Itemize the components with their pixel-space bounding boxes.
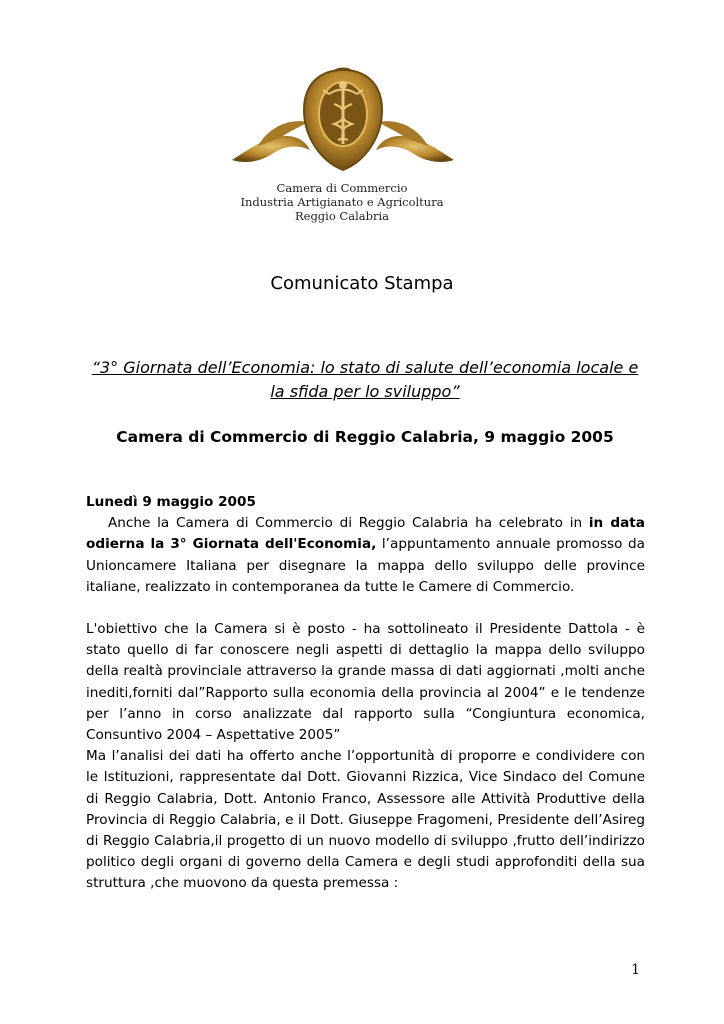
paragraph-2: L'obiettivo che la Camera si è posto - ha sottolineato il Presidente Dattola - è stato quello di far conoscere negli aspetti di dettaglio la mappa dello sviluppo della realtà provinciale attraverso la grande massa di dati aggiornati ,molti anche inediti,forniti dal”Rapporto sulla economia della provincia al 2004” e le tendenze per l’anno in corso analizzate dal rapporto sulla “Congiuntura economica, Consuntivo 2004 – Aspettative 2005” [86, 621, 645, 744]
document-subtitle: Camera di Commercio di Reggio Calabria, 9 maggio 2005 [116, 428, 614, 446]
paragraph-1-end: l’appuntamento annuale promosso da Unioncamere Italiana per disegnare la mappa dello sviluppo delle province italiane, realizzato in contemporanea da tutte le Camere di Commercio. [86, 536, 645, 595]
chamber-logo-emblem [228, 66, 458, 174]
paragraph-1-bold: in data odierna la 3° Giornata dell'Economia, [86, 515, 645, 553]
document-title: “3° Giornata dell’Economia: lo stato di salute dell’economia locale e la sfida per lo sviluppo” [91, 358, 639, 401]
org-name-line2: Industria Artigianato e Agricoltura [240, 195, 444, 209]
paragraph-1-start: Anche la Camera di Commercio di Reggio Calabria ha celebrato in [108, 515, 589, 532]
document-body [86, 492, 645, 895]
org-name-line3: Reggio Calabria [294, 209, 390, 223]
org-name-line1: Camera di Commercio [276, 181, 408, 195]
date-line: Lunedì 9 maggio 2005 [86, 494, 256, 510]
paragraph-gap [86, 598, 645, 619]
paragraph-3: Ma l’analisi dei dati ha offerto anche l’opportunità di proporre e condividere con le Istituzioni, rappresentate dal Dott. Giovanni Rizzica, Vice Sindaco del Comune di Reggio Calabria, Dott. Antonio Franco, Assessore alle Attività Produttive della Provincia di Reggio Calabria, e il Dott. Giuseppe Fragomeni, Presidente dell’Asireg di Reggio Calabria,il progetto di un nuovo modello di sviluppo ,frutto dell’indirizzo politico degli organi di governo della Camera e degli studi approfonditi della sua struttura ,che muovono da questa premessa : [86, 748, 645, 892]
paragraph-1 [86, 513, 645, 598]
document-heading: Comunicato Stampa [270, 273, 454, 294]
page-number: 1 [631, 962, 640, 978]
